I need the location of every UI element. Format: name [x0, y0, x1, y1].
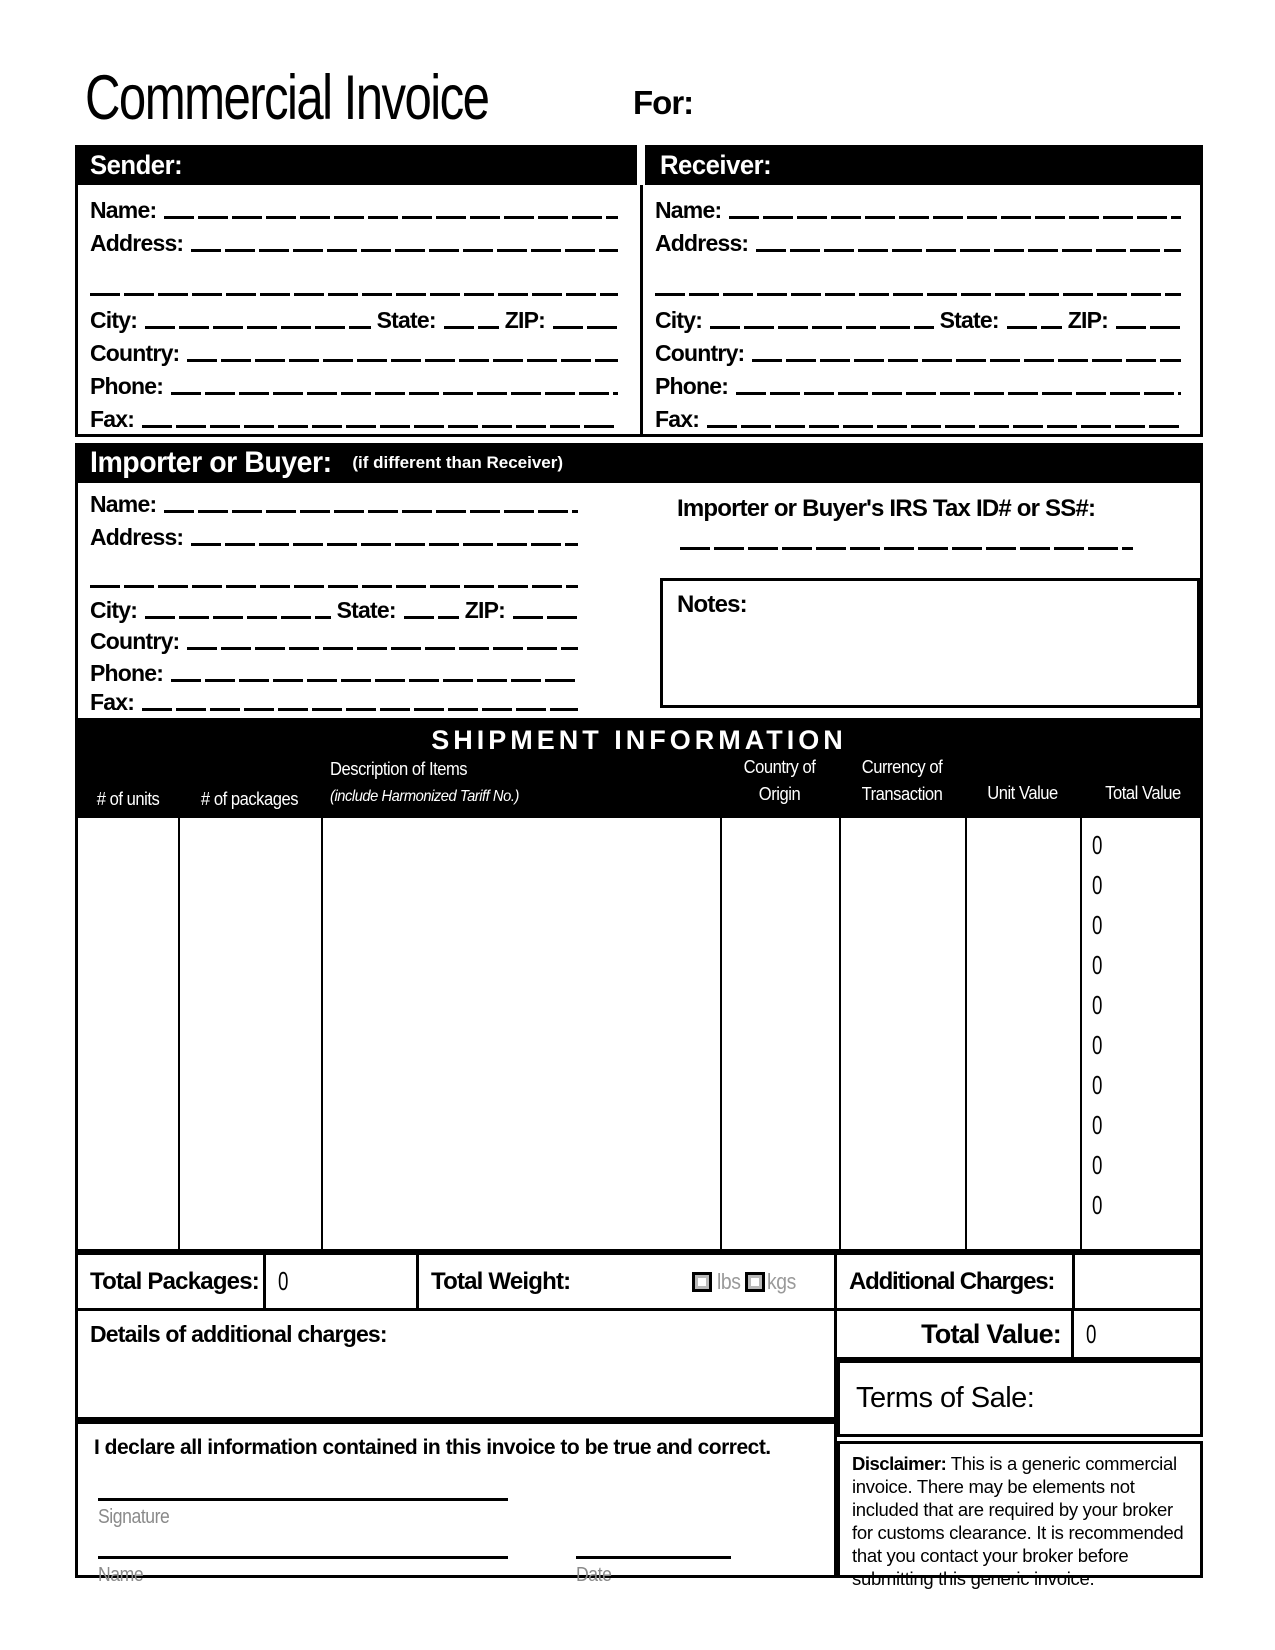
total-value-entry[interactable]: 0: [1092, 830, 1103, 860]
name-label: Name:: [90, 197, 157, 223]
importer-fax-line[interactable]: [142, 708, 578, 711]
total-value-column-entries: [1092, 830, 1106, 1230]
receiver-state-line[interactable]: [1007, 326, 1062, 329]
totals-row: [75, 1252, 1203, 1311]
sender-phone-line[interactable]: [171, 392, 618, 395]
for-label: For:: [633, 84, 694, 121]
fax-label: Fax:: [655, 406, 700, 432]
receiver-header-bar: [645, 145, 1203, 185]
notes-box[interactable]: [660, 578, 1200, 708]
total-value-entry[interactable]: 0: [1092, 950, 1103, 980]
receiver-zip-line[interactable]: [1116, 326, 1181, 329]
importer-phone-line[interactable]: [171, 679, 578, 682]
phone-label: Phone:: [90, 659, 164, 686]
total-value-entry[interactable]: 0: [1092, 1110, 1103, 1140]
address-label: Address:: [655, 230, 749, 256]
sender-address-line[interactable]: [191, 249, 618, 252]
name-label: Name: [98, 1564, 144, 1586]
fax-label: Fax:: [90, 406, 135, 432]
total-packages-value[interactable]: 0: [278, 1266, 289, 1296]
receiver-fax-line[interactable]: [707, 425, 1181, 428]
phone-label: Phone:: [655, 373, 729, 399]
sender-address-line-2[interactable]: [90, 293, 618, 296]
total-value-label-cell: [837, 1311, 1074, 1357]
receiver-city-line[interactable]: [710, 326, 934, 329]
total-value-entry[interactable]: 0: [1092, 870, 1103, 900]
kgs-label: kgs: [767, 1268, 797, 1294]
total-value-row: [837, 1311, 1203, 1360]
lbs-checkbox[interactable]: [692, 1272, 712, 1292]
zip-label: ZIP:: [464, 596, 505, 623]
column-header-total-value: Total Value: [1105, 783, 1181, 803]
notes-label: Notes:: [677, 591, 747, 618]
total-packages-cell: [78, 1255, 266, 1308]
kgs-checkbox[interactable]: [745, 1272, 765, 1292]
name-line[interactable]: [98, 1556, 508, 1559]
country-label: Country:: [655, 340, 745, 366]
receiver-phone-line[interactable]: [736, 392, 1181, 395]
state-label: State:: [376, 307, 436, 333]
additional-charges-label: Additional Charges:: [849, 1267, 1055, 1295]
importer-country-line[interactable]: [187, 647, 578, 650]
disclaimer-box: [837, 1441, 1203, 1589]
page-title: Commercial Invoice: [85, 63, 489, 133]
terms-of-sale-box[interactable]: [837, 1360, 1203, 1437]
shipment-table-header: [78, 718, 1200, 818]
details-additional-charges-box[interactable]: [75, 1311, 837, 1420]
total-packages-label: Total Packages:: [90, 1267, 259, 1295]
sender-fax-line[interactable]: [142, 425, 618, 428]
total-weight-label: Total Weight:: [431, 1267, 571, 1295]
state-label: State:: [939, 307, 999, 333]
additional-charges-cell: [837, 1255, 1075, 1308]
receiver-address-line[interactable]: [756, 249, 1181, 252]
total-value-entry[interactable]: 0: [1092, 1150, 1103, 1180]
column-header-description-note: (include Harmonized Tariff No.): [330, 788, 519, 805]
sender-country-line[interactable]: [187, 359, 618, 362]
sender-name-line[interactable]: [164, 216, 618, 219]
date-line[interactable]: [576, 1556, 731, 1559]
date-label: Date: [576, 1564, 612, 1586]
section-right-border: [1200, 483, 1203, 718]
city-label: City:: [655, 307, 703, 333]
fax-label: Fax:: [90, 689, 135, 716]
sender-header-bar: [75, 145, 637, 185]
importer-address-line[interactable]: [191, 543, 578, 546]
total-value-amount[interactable]: 0: [1086, 1318, 1097, 1349]
phone-label: Phone:: [90, 373, 164, 399]
total-value-value-cell[interactable]: [1074, 1311, 1200, 1357]
total-weight-cell[interactable]: [419, 1255, 837, 1308]
additional-charges-value-cell[interactable]: [1075, 1255, 1200, 1308]
receiver-address-line-2[interactable]: [655, 293, 1181, 296]
column-header-country: Country of Origin: [743, 757, 816, 804]
lbs-label: lbs: [716, 1268, 741, 1294]
shipment-heading: SHIPMENT INFORMATION: [431, 725, 847, 755]
column-header-units: # of units: [96, 789, 160, 809]
total-value-entry[interactable]: 0: [1092, 1190, 1103, 1220]
importer-address-line-2[interactable]: [90, 585, 578, 588]
sender-state-line[interactable]: [444, 326, 499, 329]
column-header-packages: # of packages: [200, 789, 299, 809]
sender-city-line[interactable]: [145, 326, 371, 329]
state-label: State:: [336, 596, 396, 623]
tax-id-label: Importer or Buyer's IRS Tax ID# or SS#:: [677, 495, 1096, 522]
importer-heading: Importer or Buyer:: [90, 446, 332, 479]
shipment-table: [75, 718, 1203, 1252]
country-label: Country:: [90, 340, 180, 366]
importer-fields: [78, 483, 600, 716]
declaration-statement: I declare all information contained in this invoice to be true and correct.: [94, 1436, 771, 1459]
receiver-fields: [643, 185, 1203, 434]
column-divider: [1080, 818, 1082, 1252]
terms-of-sale-label: Terms of Sale:: [856, 1382, 1035, 1414]
importer-state-line[interactable]: [404, 616, 459, 619]
importer-zip-line[interactable]: [513, 616, 578, 619]
country-label: Country:: [90, 628, 180, 655]
total-value-entry[interactable]: 0: [1092, 990, 1103, 1020]
disclaimer-label: Disclaimer:: [852, 1453, 947, 1474]
total-value-entry[interactable]: 0: [1092, 910, 1103, 940]
total-packages-value-cell[interactable]: [266, 1255, 419, 1308]
city-label: City:: [90, 307, 138, 333]
zip-label: ZIP:: [1067, 307, 1108, 333]
importer-heading-note: (if different than Receiver): [352, 453, 564, 472]
column-header-currency: Currency of Transaction: [861, 757, 943, 804]
address-label: Address:: [90, 523, 184, 550]
sender-heading: Sender:: [90, 149, 183, 180]
column-header-description: Description of Items (include Harmonized Tariff No.): [330, 756, 519, 810]
address-label: Address:: [90, 230, 184, 256]
disclaimer-text: This is a generic commercial invoice. There may be elements not included that are required by your broker for customs clearance. It is recommended that you contact your broker before submitting this generic invoice.: [852, 1453, 1184, 1589]
section-bottom-border: [75, 434, 1203, 437]
name-label: Name:: [90, 491, 157, 518]
signature-line[interactable]: [98, 1498, 508, 1501]
receiver-heading: Receiver:: [660, 149, 772, 180]
importer-name-line[interactable]: [164, 510, 578, 513]
name-label: Name:: [655, 197, 722, 223]
signature-label: Signature: [98, 1506, 170, 1528]
sender-receiver-section: [75, 145, 1203, 437]
total-value-entry[interactable]: 0: [1092, 1070, 1103, 1100]
total-value-entry[interactable]: 0: [1092, 1030, 1103, 1060]
sender-zip-line[interactable]: [553, 326, 618, 329]
importer-header-bar: [75, 443, 1203, 483]
receiver-country-line[interactable]: [752, 359, 1181, 362]
column-header-unit-value: Unit Value: [987, 783, 1058, 803]
sender-fields: [78, 185, 640, 434]
table-body-fill-area[interactable]: [78, 818, 1080, 1252]
details-label: Details of additional charges:: [90, 1321, 387, 1347]
zip-label: ZIP:: [504, 307, 545, 333]
declaration-box: [75, 1420, 837, 1586]
importer-city-line[interactable]: [145, 616, 331, 619]
total-value-label: Total Value:: [921, 1318, 1061, 1349]
tax-id-line[interactable]: [680, 547, 1133, 550]
receiver-name-line[interactable]: [729, 216, 1181, 219]
importer-section: [75, 483, 1203, 718]
city-label: City:: [90, 596, 138, 623]
